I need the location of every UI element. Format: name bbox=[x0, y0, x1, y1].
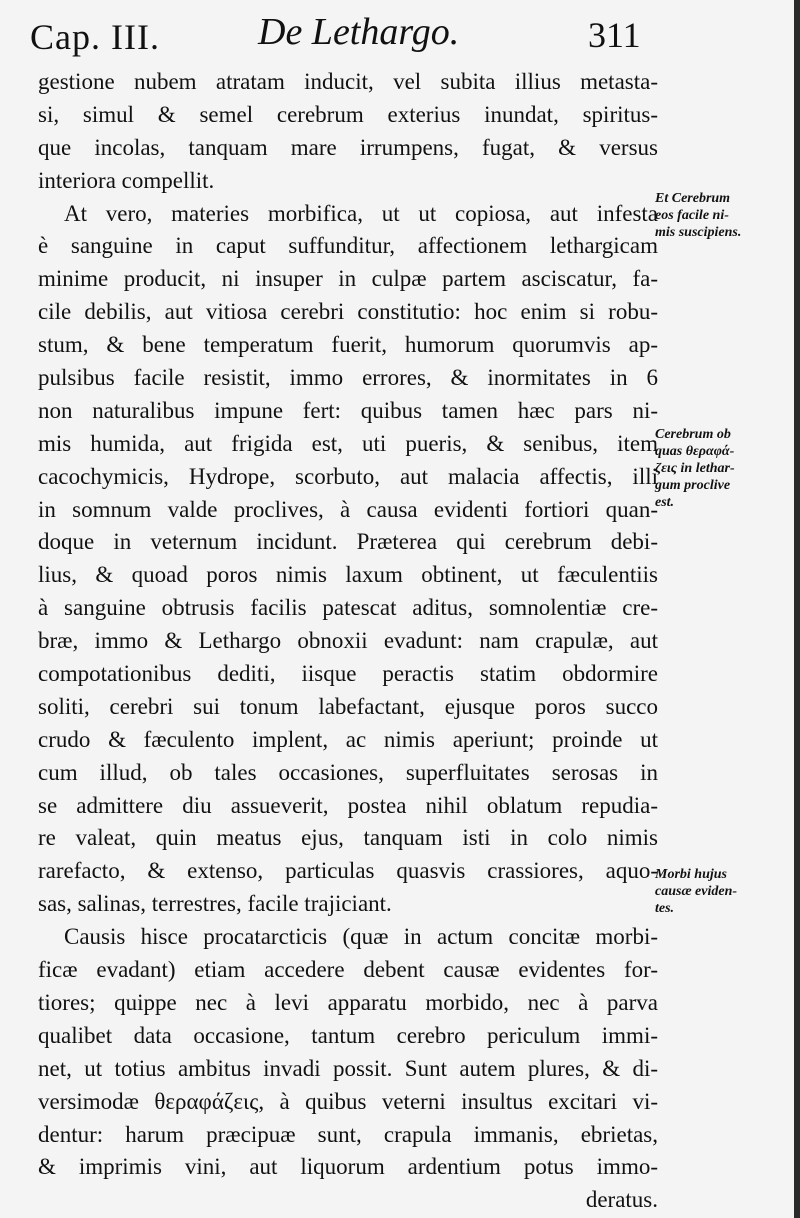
text-line: bræ, immo & Lethargo obnoxii evadunt: nam crapulæ, aut bbox=[38, 628, 658, 654]
page-edge-shadow bbox=[794, 0, 800, 1218]
text-line: qualibet data occasione, tantum cerebro periculum immi- bbox=[38, 1022, 658, 1048]
text-line: gestione nubem atratam inducit, vel subita illius metasta- bbox=[38, 69, 658, 94]
text-line: Causis hisce procatarcticis (quæ in actum concitæ morbi- bbox=[64, 924, 658, 950]
text-line: pulsibus facile resistit, immo errores, & inormitates in 6 bbox=[38, 365, 658, 391]
text-line: minime producit, ni insuper in culpæ partem asciscatur, fa- bbox=[38, 266, 658, 292]
margin-note-line: quas θεραφά- bbox=[655, 444, 735, 459]
text-line: ficæ evadant) etiam accedere debent causæ evidentes for- bbox=[38, 957, 658, 983]
margin-note-3 bbox=[655, 866, 795, 917]
text-line: compotationibus dediti, iisque peractis statim obdormire bbox=[38, 661, 658, 687]
text-line: mis humida, aut frigida est, uti pueris, & senibus, item bbox=[38, 430, 658, 456]
text-line: & imprimis vini, aut liquorum ardentium potus immo- bbox=[38, 1154, 658, 1180]
text-line: doque in veternum incidunt. Præterea qui cerebrum debi- bbox=[38, 529, 658, 555]
main-text bbox=[38, 66, 658, 1217]
margin-note-line: Et Cerebrum bbox=[655, 191, 731, 206]
text-line: non naturalibus impune fert: quibus tamen hæc pars ni- bbox=[38, 397, 658, 423]
text-line: rarefacto, & extenso, particulas quasvis crassiores, aquo- bbox=[38, 858, 658, 884]
text-line: dentur: harum præcipuæ sunt, crapula immanis, ebrietas, bbox=[38, 1121, 658, 1147]
text-line: stum, & bene temperatum fuerit, humorum quorumvis ap- bbox=[38, 332, 658, 358]
text-line: in somnum valde proclives, à causa evidenti fortiori quan- bbox=[38, 496, 658, 522]
text-line: à sanguine obtrusis facilis patescat aditus, somnolentiæ cre- bbox=[38, 595, 658, 621]
text-line: At vero, materies morbifica, ut ut copiosa, aut infesta bbox=[64, 200, 658, 226]
running-header bbox=[30, 10, 650, 60]
text-line: que incolas, tanquam mare irrumpens, fugat, & versus bbox=[38, 134, 658, 160]
text-line: net, ut totius ambitus invadi possit. Sunt autem plures, & di- bbox=[38, 1055, 658, 1081]
margin-note-line: Cerebrum ob bbox=[655, 427, 731, 442]
margin-note-line: gum proclive bbox=[655, 478, 731, 493]
text-line: cile debilis, aut vitiosa cerebri constitutio: hoc enim si robu- bbox=[38, 299, 658, 325]
text-line: se admittere diu assueverit, postea nihil oblatum repudia- bbox=[38, 792, 658, 818]
margin-note-line: causæ eviden- bbox=[655, 884, 738, 899]
text-line: cacochymicis, Hydrope, scorbuto, aut malacia affectis, illi bbox=[38, 463, 658, 489]
page-title: De Lethargo. bbox=[258, 11, 460, 53]
margin-note-line: Morbi hujus bbox=[655, 867, 727, 882]
text-line: cum illud, ob tales occasiones, superfluitates serosas in bbox=[38, 759, 658, 785]
margin-note-line: ζεις in lethar- bbox=[655, 461, 735, 476]
margin-note-1 bbox=[655, 190, 795, 241]
margin-note-line: mis suscipiens. bbox=[655, 225, 742, 240]
text-line: re valeat, quin meatus ejus, tanquam isti in colo nimis bbox=[38, 825, 658, 851]
text-line: è sanguine in caput suffunditur, affectionem lethargicam bbox=[38, 233, 658, 259]
margin-note-line: est. bbox=[655, 495, 675, 510]
text-line: interiora compellit. bbox=[38, 167, 215, 193]
text-line: crudo & fæculento implent, ac nimis aperiunt; proinde ut bbox=[38, 726, 658, 752]
text-line: versimodæ θεραφάζεις, à quibus veterni insultus excitari vi- bbox=[38, 1088, 658, 1114]
text-line: lius, & quoad poros nimis laxum obtinent, ut fæculentiis bbox=[38, 562, 658, 588]
text-line: si, simul & semel cerebrum exterius inundat, spiritus- bbox=[38, 101, 658, 127]
margin-note-2 bbox=[655, 426, 795, 511]
text-line: deratus. bbox=[585, 1187, 658, 1213]
text-line: tiores; quippe nec à levi apparatu morbido, nec à parva bbox=[38, 989, 658, 1015]
page-number: 311 bbox=[588, 15, 641, 55]
text-line: sas, salinas, terrestres, facile trajiciant. bbox=[38, 891, 392, 917]
margin-note-line: tes. bbox=[655, 901, 675, 916]
chapter-label: Cap. III. bbox=[30, 17, 160, 57]
margin-note-line: eos facile ni- bbox=[655, 208, 729, 223]
text-line: soliti, cerebri sui tonum labefactant, ejusque poros succo bbox=[38, 693, 658, 719]
